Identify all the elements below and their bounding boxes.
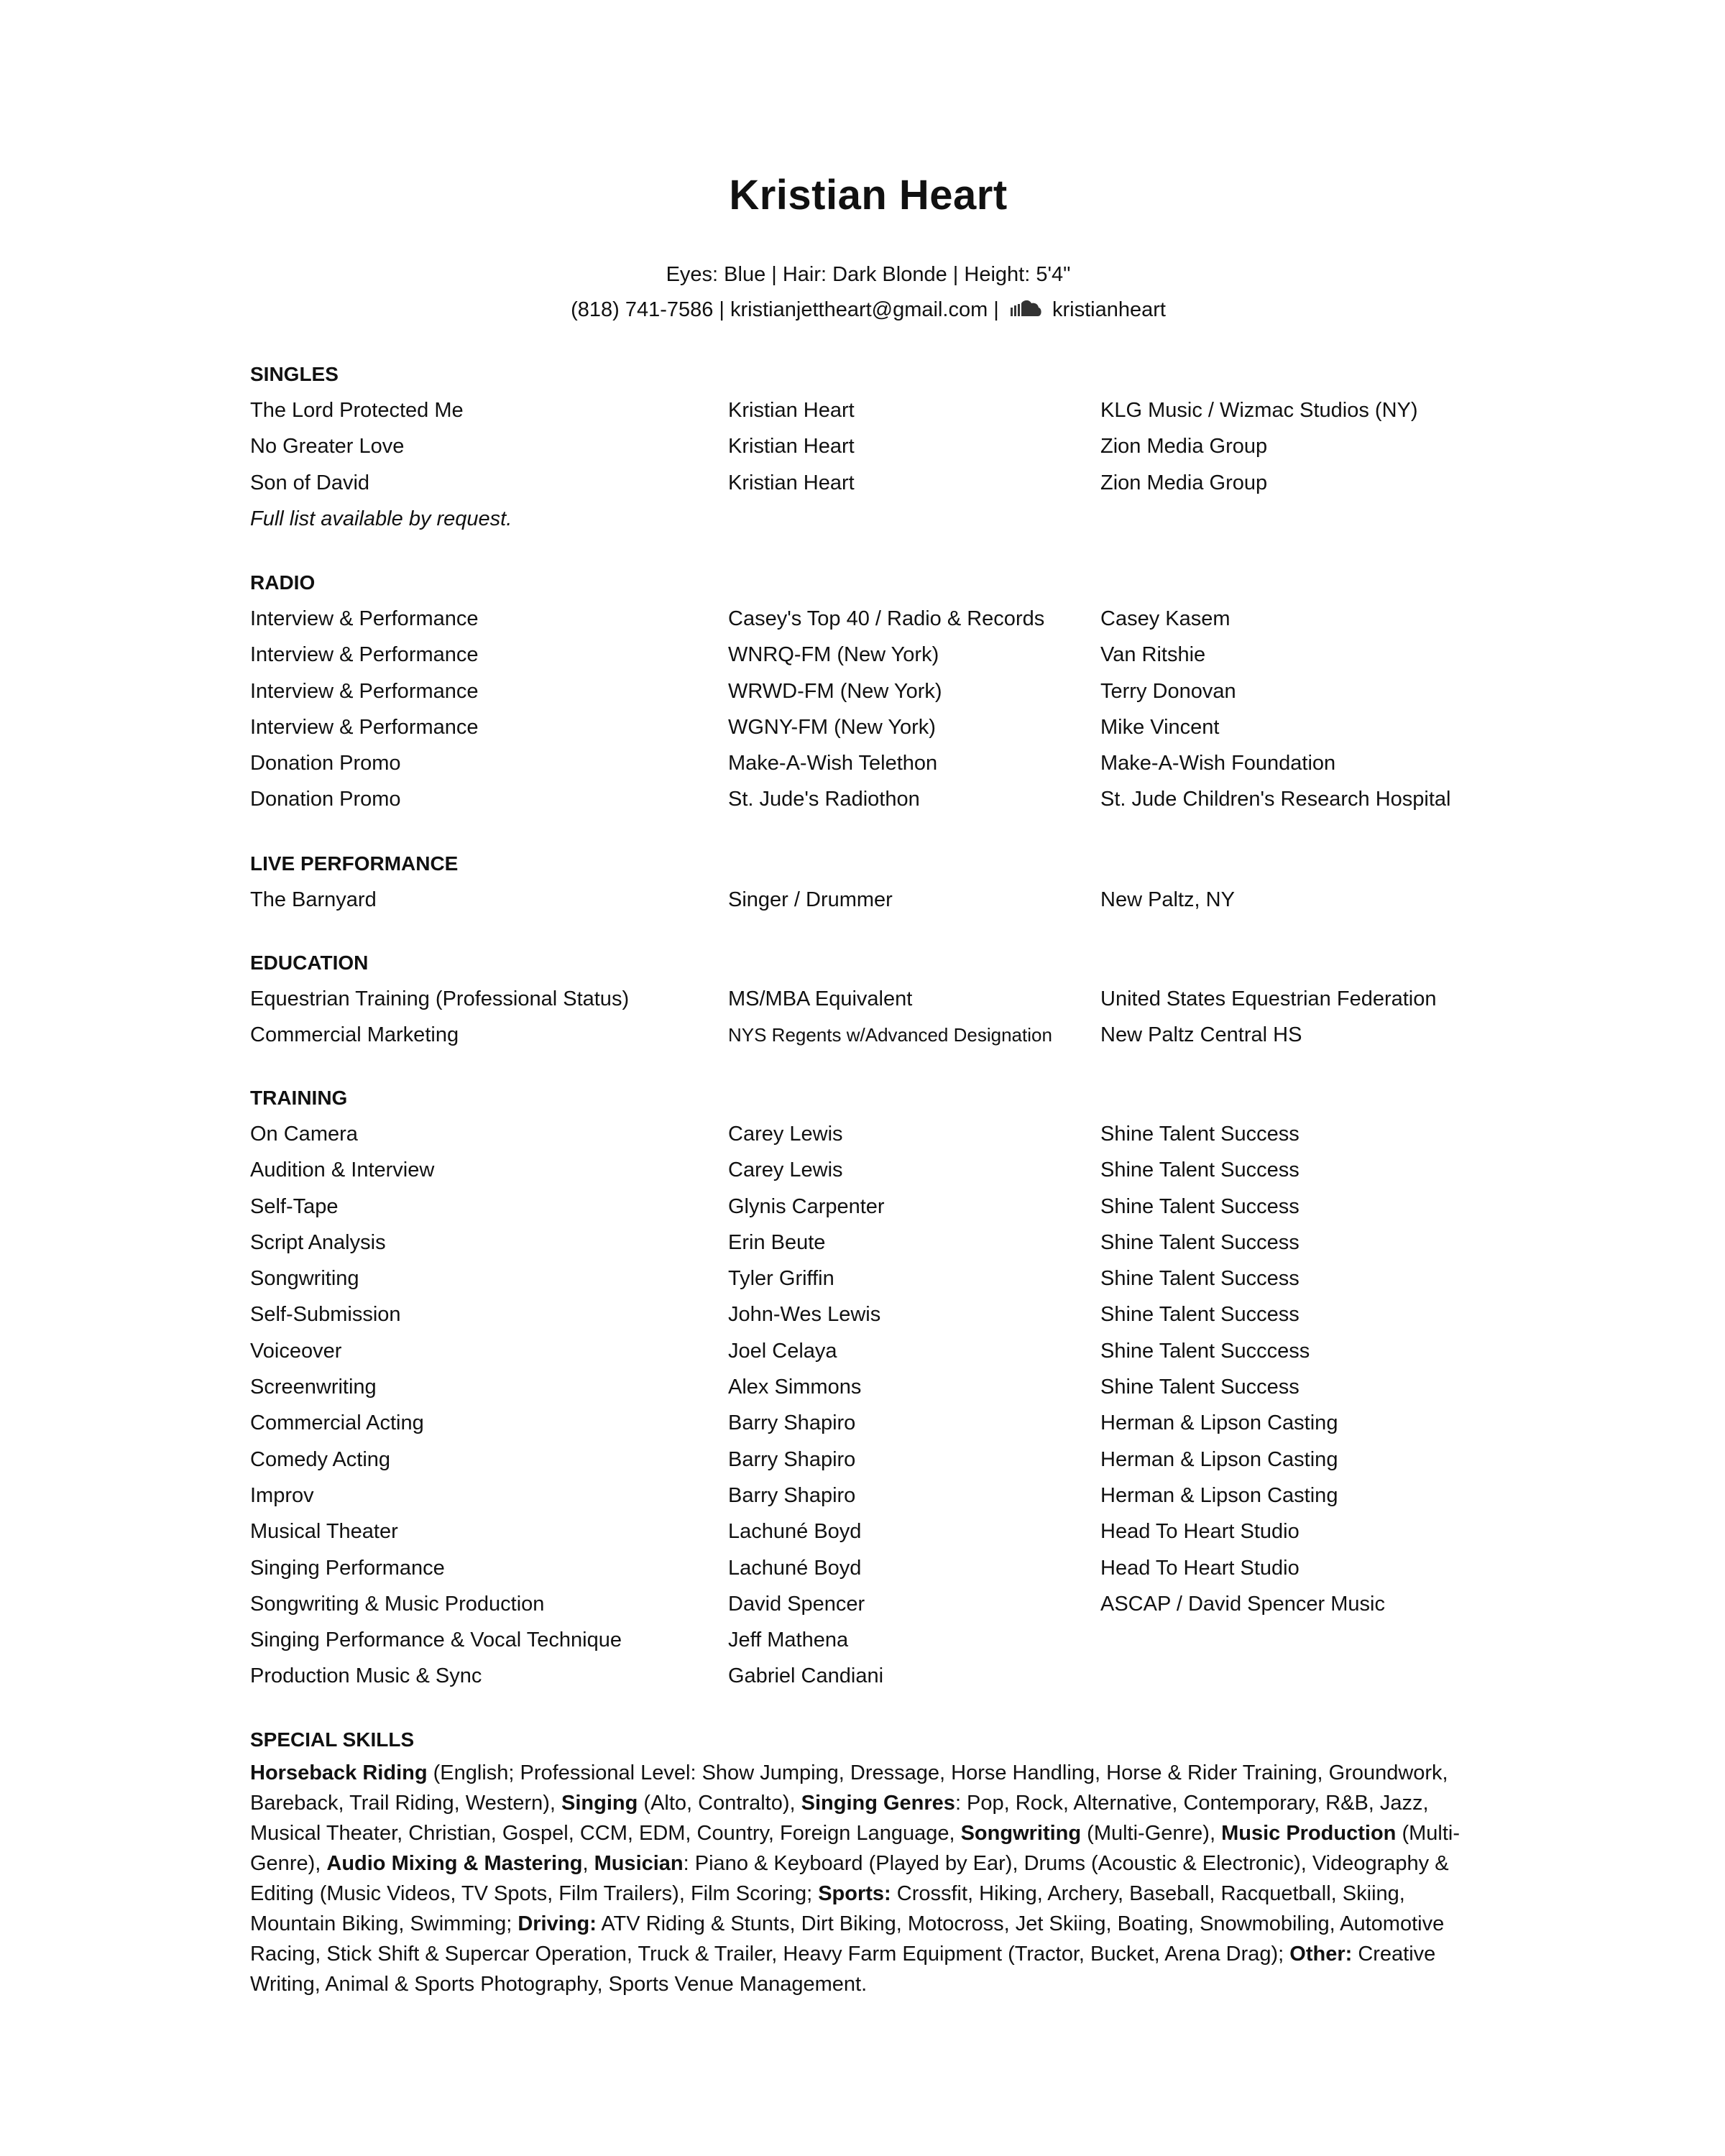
row-role: Barry Shapiro — [728, 1447, 856, 1471]
row-title: Script Analysis — [250, 1230, 386, 1254]
row-organization: Van Ritshie — [1100, 643, 1206, 667]
row-title: Self-Tape — [250, 1194, 339, 1218]
row-organization: Head To Heart Studio — [1100, 1556, 1300, 1580]
special-skills-section — [250, 1722, 1486, 1999]
radio-section — [250, 565, 1486, 818]
row-role: Erin Beute — [728, 1230, 826, 1254]
table-row — [250, 1296, 1486, 1332]
table-row — [250, 673, 1486, 709]
section-title: LIVE PERFORMANCE — [250, 852, 459, 875]
row-organization: Mike Vincent — [1100, 715, 1220, 739]
table-row — [250, 428, 1486, 464]
row-role: MS/MBA Equivalent — [728, 987, 913, 1010]
row-role: NYS Regents w/Advanced Designation — [728, 1024, 1052, 1046]
row-role: Barry Shapiro — [728, 1483, 856, 1507]
row-organization: United States Equestrian Federation — [1100, 987, 1437, 1010]
row-title: Musical Theater — [250, 1520, 398, 1544]
skill-category: Singing Genres — [801, 1792, 955, 1815]
row-title: Comedy Acting — [250, 1447, 391, 1471]
row-organization: KLG Music / Wizmac Studios (NY) — [1100, 399, 1418, 422]
row-organization: Zion Media Group — [1100, 471, 1268, 494]
table-row — [250, 1333, 1486, 1369]
row-role: John-Wes Lewis — [728, 1303, 881, 1327]
table-row — [250, 637, 1486, 673]
singles-section — [250, 356, 1486, 537]
row-organization: Herman & Lipson Casting — [1100, 1483, 1338, 1507]
row-role: Kristian Heart — [728, 471, 855, 494]
table-row — [250, 882, 1486, 918]
row-role: Lachuné Boyd — [728, 1556, 862, 1580]
row-title: Singing Performance — [250, 1556, 445, 1580]
row-role: Carey Lewis — [728, 1123, 843, 1146]
row-title: The Barnyard — [250, 888, 377, 911]
row-organization: Shine Talent Success — [1100, 1267, 1300, 1291]
skill-detail: Crossfit, Hiking, Archery, Baseball, Racquetball, Skiing, Mountain Biking, Swimming; — [250, 1882, 1405, 1935]
row-role: Glynis Carpenter — [728, 1194, 885, 1218]
soundcloud-handle[interactable]: kristianheart — [1052, 298, 1166, 321]
section-title: RADIO — [250, 571, 316, 594]
row-organization: Shine Talent Success — [1100, 1123, 1300, 1146]
row-title: Voiceover — [250, 1339, 342, 1363]
singles-rows — [250, 392, 1486, 501]
special-skills-text — [250, 1758, 1486, 1999]
education-section — [250, 945, 1486, 1054]
skill-detail: (English; Professional Level: Show Jumping, Dressage, Horse Handling, Horse & Rider Training, Groundwork, Bareback, Trail Riding, Western), — [250, 1761, 1448, 1815]
row-role: Kristian Heart — [728, 399, 855, 422]
table-row — [250, 1586, 1486, 1622]
table-row — [250, 1152, 1486, 1188]
table-row — [250, 1405, 1486, 1441]
row-title: Self-Submission — [250, 1303, 401, 1327]
row-organization: Make-A-Wish Foundation — [1100, 752, 1336, 775]
skill-detail: (Multi-Genre), — [250, 1822, 1460, 1875]
table-row — [250, 709, 1486, 745]
table-row — [250, 1442, 1486, 1478]
row-organization: Shine Talent Success — [1100, 1376, 1300, 1399]
skill-category: Songwriting — [960, 1822, 1082, 1845]
row-title: Donation Promo — [250, 788, 401, 811]
row-organization: New Paltz, NY — [1100, 888, 1235, 911]
row-organization: Terry Donovan — [1100, 679, 1236, 703]
table-row — [250, 1478, 1486, 1514]
row-role: Kristian Heart — [728, 435, 855, 459]
row-role: Tyler Griffin — [728, 1267, 834, 1291]
skill-category: Sports: — [818, 1882, 891, 1905]
row-role: St. Jude's Radiothon — [728, 788, 920, 811]
table-row — [250, 1116, 1486, 1152]
row-title: Son of David — [250, 471, 370, 494]
row-title: Commercial Acting — [250, 1411, 424, 1435]
row-title: Equestrian Training (Professional Status) — [250, 987, 630, 1010]
physical-stats: Eyes: Blue | Hair: Dark Blonde | Height: 5'4" — [666, 263, 1071, 286]
singles-note: Full list available by request. — [250, 507, 512, 530]
skill-category: Driving: — [518, 1912, 597, 1935]
table-row — [250, 1622, 1486, 1658]
section-title: TRAINING — [250, 1087, 348, 1109]
row-role: Carey Lewis — [728, 1158, 843, 1182]
table-row — [250, 781, 1486, 817]
table-row — [250, 392, 1486, 428]
skill-detail: (Alto, Contralto), — [638, 1792, 801, 1815]
row-title: Screenwriting — [250, 1376, 377, 1399]
skill-detail: : Pop, Rock, Alternative, Contemporary, R&B, Jazz, Musical Theater, Christian, Gospel, CCM, EDM, Country, Foreign Language, — [250, 1792, 1429, 1845]
row-title: Interview & Performance — [250, 715, 479, 739]
section-title: SINGLES — [250, 363, 339, 385]
row-organization: Herman & Lipson Casting — [1100, 1447, 1338, 1471]
row-organization: Head To Heart Studio — [1100, 1520, 1300, 1544]
table-row — [250, 745, 1486, 781]
row-title: Singing Performance & Vocal Technique — [250, 1628, 622, 1652]
row-title: Donation Promo — [250, 752, 401, 775]
table-row — [250, 601, 1486, 637]
skill-category: Musician — [594, 1852, 684, 1875]
section-title: SPECIAL SKILLS — [250, 1728, 415, 1751]
row-title: Production Music & Sync — [250, 1664, 482, 1688]
table-row — [250, 1369, 1486, 1405]
row-role: WRWD-FM (New York) — [728, 679, 942, 703]
row-organization: Herman & Lipson Casting — [1100, 1411, 1338, 1435]
row-organization: Shine Talent Success — [1100, 1230, 1300, 1254]
row-title: Commercial Marketing — [250, 1023, 459, 1047]
table-row — [250, 1658, 1486, 1694]
training-rows — [250, 1116, 1486, 1695]
row-role: Barry Shapiro — [728, 1411, 856, 1435]
row-role: Casey's Top 40 / Radio & Records — [728, 607, 1045, 630]
row-organization: Shine Talent Success — [1100, 1158, 1300, 1182]
skill-detail: (Multi-Genre), — [1081, 1822, 1222, 1845]
row-organization: Zion Media Group — [1100, 435, 1268, 459]
row-organization: St. Jude Children's Research Hospital — [1100, 788, 1451, 811]
row-role: Alex Simmons — [728, 1376, 862, 1399]
row-title: Songwriting — [250, 1267, 359, 1291]
row-organization: Shine Talent Success — [1100, 1194, 1300, 1218]
row-title: Songwriting & Music Production — [250, 1592, 545, 1616]
row-role: Make-A-Wish Telethon — [728, 752, 938, 775]
row-role: Gabriel Candiani — [728, 1664, 884, 1688]
row-organization: Casey Kasem — [1100, 607, 1230, 630]
phone-email: (818) 741-7586 | kristianjettheart@gmail.com | — [571, 298, 999, 321]
table-row — [250, 1550, 1486, 1586]
skill-category: Horseback Riding — [250, 1761, 428, 1784]
row-title: Audition & Interview — [250, 1158, 435, 1182]
skill-category: Other: — [1289, 1943, 1353, 1966]
table-row — [250, 1514, 1486, 1549]
skill-detail: Creative Writing, Animal & Sports Photography, Sports Venue Management. — [250, 1943, 1436, 1996]
row-organization: Shine Talent Succcess — [1100, 1339, 1310, 1363]
row-title: No Greater Love — [250, 435, 405, 459]
skill-detail: , — [582, 1852, 594, 1875]
table-row — [250, 1017, 1486, 1053]
live-rows — [250, 882, 1486, 918]
table-row — [250, 1189, 1486, 1225]
row-role: WNRQ-FM (New York) — [728, 643, 939, 667]
soundcloud-icon — [1009, 298, 1042, 319]
live-performance-section — [250, 846, 1486, 918]
table-row — [250, 465, 1486, 501]
row-title: Interview & Performance — [250, 643, 479, 667]
table-row — [250, 981, 1486, 1017]
row-title: Improv — [250, 1483, 314, 1507]
row-role: Jeff Mathena — [728, 1628, 849, 1652]
row-title: The Lord Protected Me — [250, 399, 464, 422]
row-title: Interview & Performance — [250, 607, 479, 630]
radio-rows — [250, 601, 1486, 818]
skill-detail: ATV Riding & Stunts, Dirt Biking, Motocross, Jet Skiing, Boating, Snowmobiling, Automotive Racing, Stick Shift & Supercar Operation, Truck & Trailer, Heavy Farm Equipment (Tractor, Bucket, Arena Drag); — [250, 1912, 1445, 1966]
skill-detail: : Piano & Keyboard (Played by Ear), Drums (Acoustic & Electronic), Videography & Editing (Music Videos, TV Spots, Film Trailers), Film Scoring; — [250, 1852, 1449, 1905]
education-rows — [250, 981, 1486, 1054]
section-title: EDUCATION — [250, 952, 369, 974]
training-section — [250, 1080, 1486, 1695]
skill-category: Singing — [561, 1792, 638, 1815]
row-role: Lachuné Boyd — [728, 1520, 862, 1544]
contact-info — [250, 296, 1486, 323]
skill-category: Music Production — [1221, 1822, 1397, 1845]
resume-name: Kristian Heart — [729, 172, 1008, 218]
row-role: Joel Celaya — [728, 1339, 837, 1363]
row-organization: New Paltz Central HS — [1100, 1023, 1302, 1047]
row-role: David Spencer — [728, 1592, 865, 1616]
table-row — [250, 1225, 1486, 1261]
row-role: WGNY-FM (New York) — [728, 715, 936, 739]
row-title: On Camera — [250, 1123, 358, 1146]
table-row — [250, 1261, 1486, 1296]
skill-category: Audio Mixing & Mastering — [326, 1852, 583, 1875]
row-role: Singer / Drummer — [728, 888, 893, 911]
row-organization: ASCAP / David Spencer Music — [1100, 1592, 1385, 1616]
row-organization: Shine Talent Success — [1100, 1303, 1300, 1327]
row-title: Interview & Performance — [250, 679, 479, 703]
